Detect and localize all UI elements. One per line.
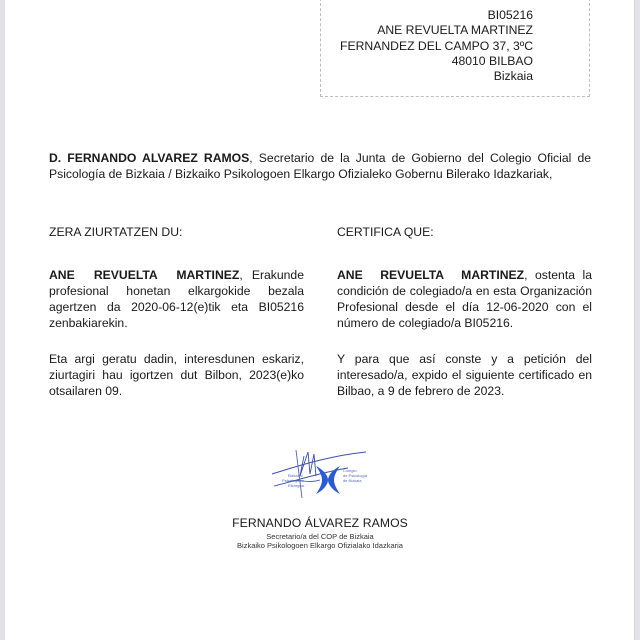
spanish-closing-text: Y para que así conste y a petición del interesado/a, expido el siguiente certificado en Bilbao, a 9 de febrero de 2023. — [337, 352, 592, 398]
signatory-role-spanish: Secretario/a del COP de Bizkaia — [266, 532, 374, 541]
signatory-name: D. FERNANDO ALVAREZ RAMOS — [49, 151, 250, 165]
member-name-bold: ANE REVUELTA MARTINEZ — [49, 268, 240, 282]
recipient-city: 48010 BILBAO — [451, 53, 533, 68]
basque-closing-text: Eta argi geratu dadin, interesdunen eskariz, ziurtagiri hau igortzen dut Bilbon, 2023(e)ko otsailaren 09. — [49, 352, 304, 398]
signatory-role-basque: Bizkaiko Psikologoen Elkargo Ofizialako Idazkaria — [237, 541, 403, 550]
svg-text:Colegio: Colegio — [343, 468, 357, 473]
svg-text:Bizkaiko: Bizkaiko — [288, 473, 303, 478]
recipient-street: FERNANDEZ DEL CAMPO 37, 3ºC — [340, 38, 533, 53]
butterfly-logo-icon — [268, 446, 378, 506]
basque-certification-text — [49, 267, 304, 331]
svg-text:Psikologoen: Psikologoen — [282, 478, 304, 483]
spanish-heading: CERTIFICA QUE: — [337, 225, 434, 239]
signatory-printed-name: FERNANDO ÁLVAREZ RAMOS — [232, 516, 408, 530]
recipient-province: Bizkaia — [493, 69, 533, 84]
college-logo-with-signature — [268, 446, 378, 506]
recipient-name: ANE REVUELTA MARTINEZ — [377, 23, 533, 38]
intro-text: , Secretario de la Junta de Gobierno del Colegio Oficial de Psicología de Bizkaia / Bizkaiko Psikologoen Elkargo Ofizialeko Gobernu Bilerako Idazkariak, — [49, 151, 592, 181]
basque-heading: ZERA ZIURTATZEN DU: — [49, 225, 183, 239]
address-window — [320, 0, 590, 97]
svg-text:de Psicología: de Psicología — [343, 473, 368, 478]
svg-text:de Bizkaia: de Bizkaia — [343, 478, 362, 483]
member-name-bold: ANE REVUELTA MARTINEZ — [337, 268, 525, 282]
member-id: BI05216 — [487, 8, 533, 22]
recipient-address — [340, 8, 533, 84]
intro-paragraph — [49, 150, 591, 182]
spanish-para1-text: , ostenta la condición de colegiado/a en esta Organización Profesional desde el día 12-06-2020 con el número de colegiado/a BI05216. — [337, 268, 592, 330]
basque-para1-text: , Erakunde profesional honetan elkargokide bezala agertzen da 2020-06-12(e)tik eta BI05216 zenbakiarekin. — [49, 268, 304, 330]
spanish-certification-text — [337, 267, 592, 331]
svg-text:Elkargoa: Elkargoa — [288, 483, 304, 488]
